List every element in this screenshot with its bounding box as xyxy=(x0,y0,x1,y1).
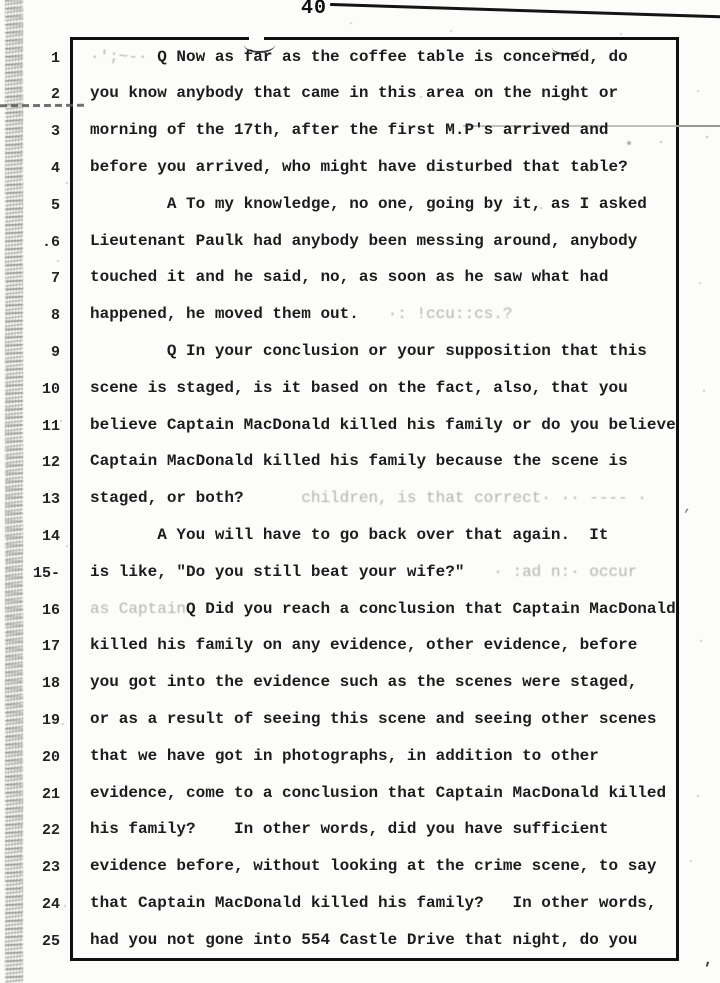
line-text: Lieutenant Paulk had anybody been messing around, anybody xyxy=(90,231,638,250)
line-number: 9 xyxy=(50,343,60,361)
line-text-container xyxy=(90,820,608,839)
line-number: 10 xyxy=(41,380,60,398)
line-text-container xyxy=(90,526,608,545)
transcript-line xyxy=(0,379,720,416)
line-text-container xyxy=(90,452,628,471)
transcript-line xyxy=(0,489,720,526)
line-text: or as a result of seeing this scene and seeing other scenes xyxy=(90,709,657,728)
line-text-container xyxy=(90,673,637,692)
line-number: 7 xyxy=(50,270,60,288)
line-text: evidence, come to a conclusion that Captain MacDonald killed xyxy=(90,783,667,802)
line-text-container xyxy=(90,121,608,140)
line-number: 18 xyxy=(41,675,60,693)
line-text-container xyxy=(90,305,512,324)
transcript-line xyxy=(0,84,720,121)
transcript-line xyxy=(0,857,720,894)
line-number: 8 xyxy=(50,307,60,325)
ghost-bleedthrough-text: ·: !ccu::cs.? xyxy=(358,305,513,324)
transcript-line xyxy=(0,636,720,673)
line-text: you got into the evidence such as the scenes were staged, xyxy=(90,673,638,692)
line-number: 5 xyxy=(50,196,60,214)
transcript-line xyxy=(0,305,720,342)
line-text: is like, "Do you still beat your wife?" xyxy=(90,562,465,581)
line-text: scene is staged, is it based on the fact, also, that you xyxy=(90,378,628,397)
transcript-line xyxy=(0,452,720,489)
line-number: 24 xyxy=(41,895,60,913)
line-text-container xyxy=(90,84,618,103)
transcript-line xyxy=(0,710,720,747)
line-number: 22 xyxy=(41,822,60,840)
line-number: 1 xyxy=(50,49,60,67)
transcript-line xyxy=(0,747,720,784)
line-number: 12 xyxy=(41,454,60,472)
line-number: 2 xyxy=(50,86,60,104)
line-number: 14 xyxy=(41,527,60,545)
page-number: 40 xyxy=(301,0,328,20)
line-text: Q In your conclusion or your supposition that this xyxy=(90,341,647,360)
transcript-line xyxy=(0,232,720,269)
line-text-container xyxy=(90,710,657,729)
transcript-line xyxy=(0,820,720,857)
line-text-container xyxy=(90,489,647,508)
scan-specks xyxy=(0,0,2,2)
line-number: 17 xyxy=(41,638,60,656)
line-number: 11 xyxy=(41,417,60,435)
transcript-line xyxy=(0,600,720,637)
scan-diagonal-line xyxy=(330,3,720,19)
line-number: 13 xyxy=(41,491,60,509)
transcript-line xyxy=(0,673,720,710)
line-text-container xyxy=(90,784,666,803)
line-number: 4 xyxy=(50,159,60,177)
line-text-container xyxy=(90,195,647,214)
line-number: 23 xyxy=(41,859,60,877)
line-text-container xyxy=(90,747,599,766)
line-number: 16 xyxy=(41,601,60,619)
transcript-line xyxy=(0,48,720,85)
line-text-container xyxy=(90,894,657,913)
line-text: A You will have to go back over that again. It xyxy=(90,525,609,544)
line-text: Q Now as far as the coffee table is concerned, do xyxy=(157,47,628,66)
transcript-line xyxy=(0,526,720,563)
line-number: 21 xyxy=(41,785,60,803)
line-text-container xyxy=(90,232,637,251)
transcript-line xyxy=(0,195,720,232)
transcript-line xyxy=(0,784,720,821)
line-text-container xyxy=(90,416,676,435)
line-text: Captain MacDonald killed his family because the scene is xyxy=(90,452,628,471)
line-text: touched it and he said, no, as soon as he saw what had xyxy=(90,268,609,287)
line-text: Q Did you reach a conclusion that Captain MacDonald xyxy=(186,599,676,618)
stray-comma-mark: , xyxy=(682,499,694,517)
line-text: A To my knowledge, no one, going by it, as I asked xyxy=(90,194,647,213)
line-text: believe Captain MacDonald killed his family or do you believe xyxy=(90,415,676,434)
line-text: that we have got in photographs, in addition to other xyxy=(90,746,599,765)
line-text: before you arrived, who might have disturbed that table? xyxy=(90,157,628,176)
ghost-bleedthrough-text: children, is that correct· ·· ---- · xyxy=(243,489,647,508)
line-text-container xyxy=(90,268,608,287)
transcript-line xyxy=(0,342,720,379)
line-text-container xyxy=(90,636,637,655)
line-text-container xyxy=(90,931,637,950)
line-number: 20 xyxy=(41,748,60,766)
transcript-line xyxy=(0,158,720,195)
line-number: 25 xyxy=(41,932,60,950)
ghost-bleedthrough-text: ·';~-· xyxy=(90,47,158,66)
line-text: had you not gone into 554 Castle Drive that night, do you xyxy=(90,930,638,949)
line-text: staged, or both? xyxy=(90,489,244,508)
line-text: his family? In other words, did you have sufficient xyxy=(90,820,609,839)
line-text: that Captain MacDonald killed his family? In other words, xyxy=(90,893,657,912)
transcript-line xyxy=(0,416,720,453)
line-text-container xyxy=(90,342,647,361)
line-number: 15- xyxy=(32,564,60,582)
line-text-container xyxy=(90,563,637,582)
line-text: you know anybody that came in this area on the night or xyxy=(90,84,619,103)
line-text: happened, he moved them out. xyxy=(90,305,359,324)
transcript-line xyxy=(0,563,720,600)
line-text: killed his family on any evidence, other evidence, before xyxy=(90,636,638,655)
ghost-bleedthrough-text: as Captain xyxy=(90,599,187,618)
line-text-container xyxy=(90,379,628,398)
transcript-line xyxy=(0,121,720,158)
line-number: .6 xyxy=(41,233,60,251)
line-text: evidence before, without looking at the crime scene, to say xyxy=(90,857,657,876)
line-text-container xyxy=(90,48,628,67)
line-text: morning of the 17th, after the first M.P's arrived and xyxy=(90,121,609,140)
transcript-line xyxy=(0,268,720,305)
line-number: 3 xyxy=(50,123,60,141)
ghost-bleedthrough-text: · :ad n:· occur xyxy=(464,562,638,581)
line-text-container xyxy=(90,158,628,177)
line-number: 19 xyxy=(41,711,60,729)
line-text-container xyxy=(90,857,657,876)
line-text-container xyxy=(90,600,676,619)
transcript-line xyxy=(0,894,720,931)
corner-mark: ' xyxy=(698,958,714,980)
transcript-line xyxy=(0,931,720,968)
